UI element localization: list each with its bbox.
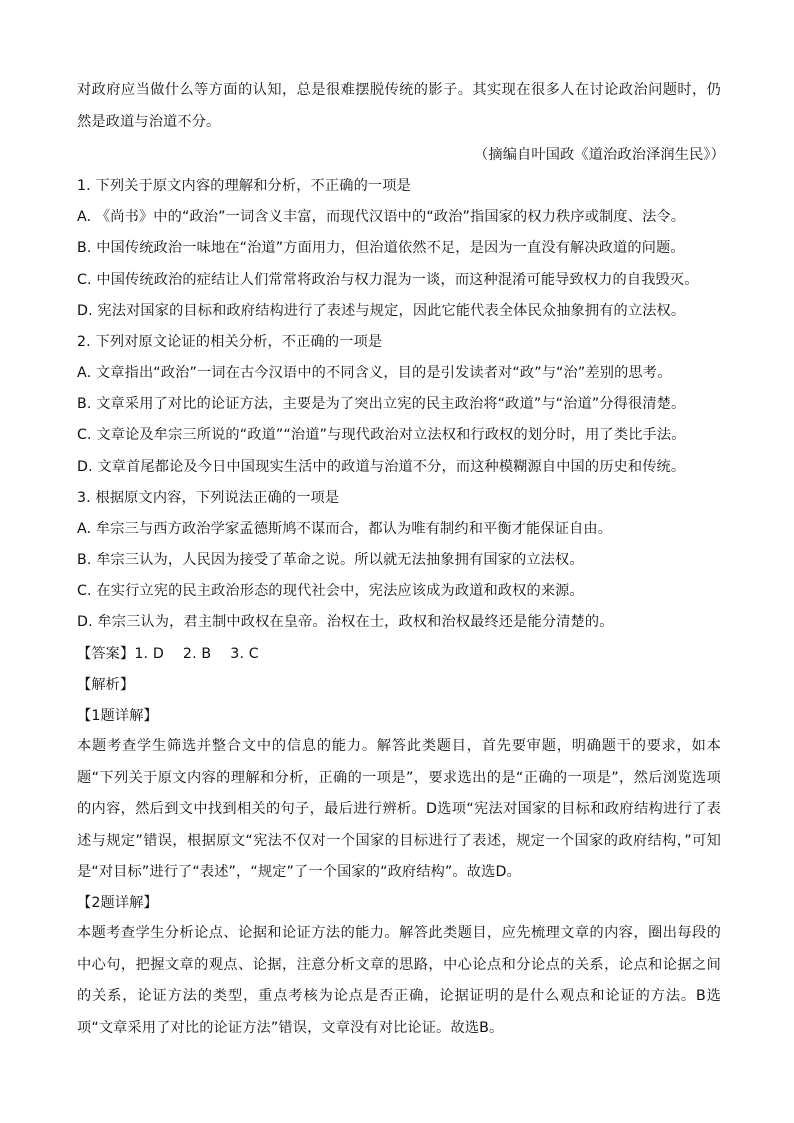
question-3-option-a: A. 牟宗三与西方政治学家孟德斯鸠不谋而合，都认为唯有制约和平衡才能保证自由。 (77, 521, 613, 537)
question-1-option-d: D. 宪法对国家的目标和政府结构进行了表述与规定，因此它能代表全体民众抽象拥有的立法权。 (77, 303, 686, 319)
detail-2-heading: 【2题详解】 (77, 895, 158, 911)
question-2-option-b: B. 文章采用了对比的论证方法，主要是为了突出立宪的民主政治将“政道”与“治道”分得很清楚。 (77, 396, 686, 412)
question-3-stem: 3. 根据原文内容，下列说法正确的一项是 (77, 490, 340, 506)
analysis-heading: 【解析】 (77, 677, 135, 693)
question-3-option-d: D. 牟宗三认为，君主制中政权在皇帝。治权在士，政权和治权最终还是能分清楚的。 (77, 614, 614, 630)
detail-2-text: 本题考查学生分析论点、论据和论证方法的能力。解答此类题目，应先梳理文章的内容，圈出每段的中心句，把握文章的观点、论据，注意分析文章的思路，中心论点和分论点的关系，论点和论据之间的关系，论证方法的类型，重点考核为论点是否正确，论据证明的是什么观点和论证的方法。B选项“文章采用了对比的论证方法”错误，文章没有对比论证。故选B。 (77, 925, 721, 1036)
question-2-stem: 2. 下列对原文论证的相关分析，不正确的一项是 (77, 334, 383, 350)
question-1-option-c: C. 中国传统政治的症结让人们常常将政治与权力混为一谈，而这种混淆可能导致权力的自我毁灭。 (77, 272, 699, 288)
question-2-option-a: A. 文章指出“政治”一词在古今汉语中的不同含义，目的是引发读者对“政”与“治”差别的思考。 (77, 365, 672, 381)
question-3-option-c: C. 在实行立宪的民主政治形态的现代社会中，宪法应该成为政道和政权的来源。 (77, 583, 584, 599)
detail-1-heading: 【1题详解】 (77, 708, 158, 724)
source-citation: （摘编自叶国政《道治政治泽润生民》） (474, 147, 725, 163)
question-3-option-b: B. 牟宗三认为，人民因为接受了革命之说。所以就无法抽象拥有国家的立法权。 (77, 552, 584, 568)
detail-1-text: 本题考查学生筛选并整合文中的信息的能力。解答此类题目，首先要审题，明确题干的要求，如本题“下列关于原文内容的理解和分析，正确的一项是”，要求选出的是“正确的一项是”，然后浏览选项的内容，然后到文中找到相关的句子，最后进行辨析。D选项“宪法对国家的目标和政府结构进行了表述与规定”错误，根据原文“宪法不仅对一个国家的目标进行了表述，规定一个国家的政府结构，”可知是“对目标”进行了“表述”，“规定”了一个国家的“政府结构”。故选D。 (77, 738, 721, 880)
answer-line: 【答案】1. D 2. B 3. C (77, 646, 259, 662)
question-2-option-d: D. 文章首尾都论及今日中国现实生活中的政道与治道不分，而这种模糊源自中国的历史和传统。 (77, 459, 686, 475)
question-2-option-c: C. 文章论及牟宗三所说的“政道”“治道”与现代政治对立法权和行政权的划分时，用了类比手法。 (77, 427, 686, 443)
question-1-stem: 1. 下列关于原文内容的理解和分析，不正确的一项是 (77, 178, 411, 194)
question-1-option-b: B. 中国传统政治一味地在“治道”方面用力，但治道依然不足，是因为一直没有解决政道的问题。 (77, 240, 685, 256)
intro-paragraph: 对政府应当做什么等方面的认知，总是很难摆脱传统的影子。其实现在很多人在讨论政治问题时，仍然是政道与治道不分。 (77, 82, 721, 130)
question-1-option-a: A. 《尚书》中的“政治”一词含义丰富，而现代汉语中的“政治”指国家的权力秩序或制度、法令。 (77, 209, 686, 225)
